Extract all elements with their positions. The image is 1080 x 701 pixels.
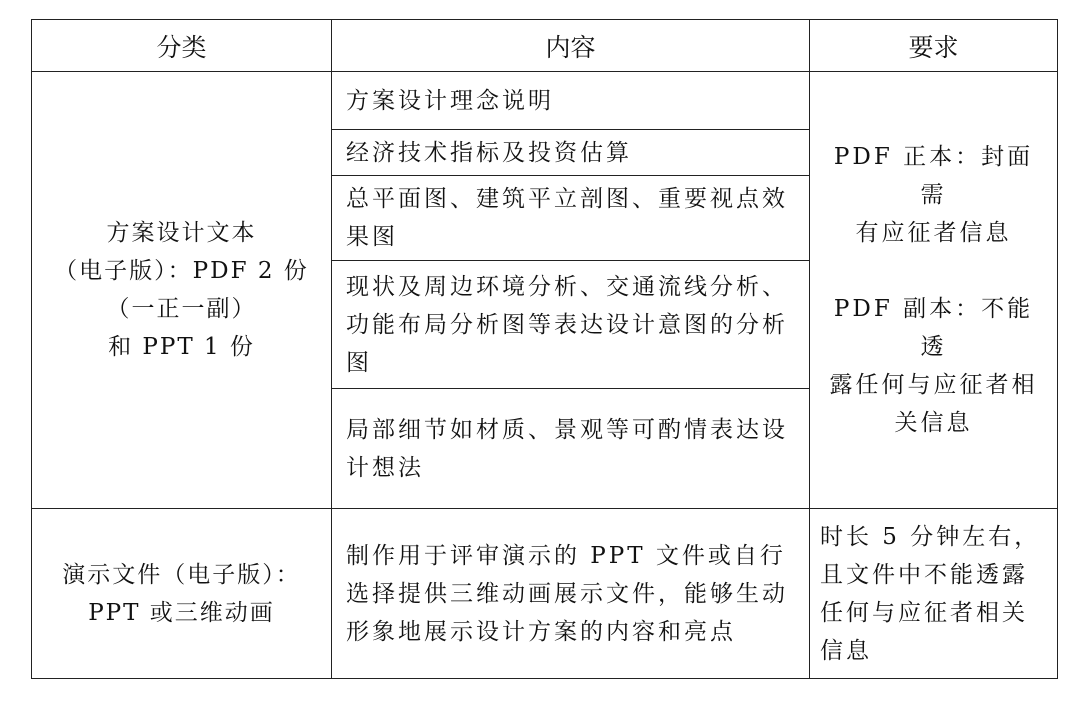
header-content: 内容 [332,20,810,72]
category-line: PPT 或三维动画 [88,599,275,626]
requirement-line: 露任何与应征者相 [829,372,1038,398]
table-row [32,72,1058,130]
requirement-spacer [822,252,1045,290]
table-row [32,509,1058,679]
requirement-line: PDF 副本：不能透 [833,296,1034,360]
content-item: 方案设计理念说明 [332,72,810,130]
category-line: 演示文件（电子版）： [62,561,301,588]
category-line: 方案设计文本 [106,220,257,246]
requirement-design-text [810,72,1058,509]
header-category: 分类 [32,20,332,72]
requirement-line: 有应征者信息 [855,220,1012,246]
category-presentation [32,509,332,679]
requirement-presentation: 时长 5 分钟左右，且文件中不能透露任何与应征者相关信息 [810,509,1058,679]
content-item: 经济技术指标及投资估算 [332,130,810,176]
requirements-table [31,19,1058,679]
header-row [32,20,1058,72]
category-line: 和 PPT 1 份 [108,334,255,360]
requirement-line: 关信息 [894,410,973,436]
content-item: 局部细节如材质、景观等可酌情表达设计想法 [332,389,810,509]
requirement-line: PDF 正本：封面需 [833,144,1034,208]
content-presentation: 制作用于评审演示的 PPT 文件或自行选择提供三维动画展示文件，能够生动形象地展示设计方案的内容和亮点 [332,509,810,679]
content-item: 现状及周边环境分析、交通流线分析、功能布局分析图等表达设计意图的分析图 [332,261,810,389]
content-item: 总平面图、建筑平立剖图、重要视点效果图 [332,176,810,261]
category-line: （电子版）：PDF 2 份 [54,258,309,284]
category-design-text [32,72,332,509]
category-line: （一正一副） [106,296,257,322]
header-requirement: 要求 [810,20,1058,72]
